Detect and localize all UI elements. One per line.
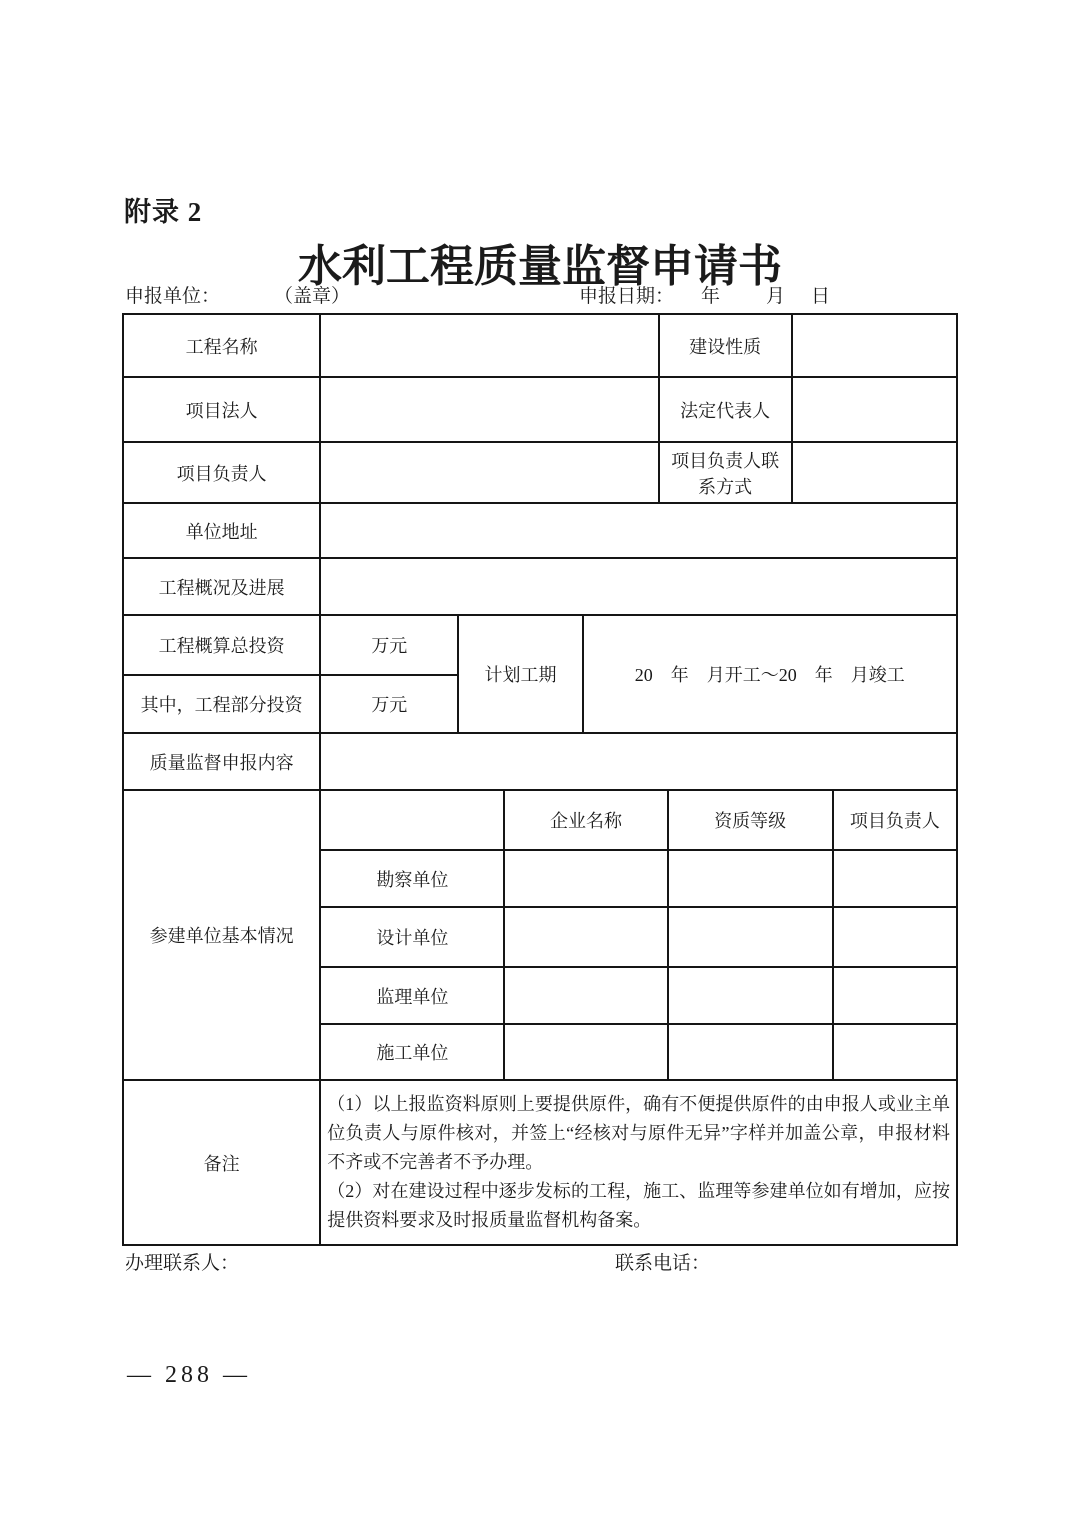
project-manager-value-cell — [320, 442, 658, 503]
form-header-line — [122, 281, 958, 311]
row-total-investment — [123, 615, 957, 675]
remarks-item-2: （2）对在建设过程中逐步发标的工程，施工、监理等参建单位如有增加，应按提供资料要求及时报质量监督机构备案。 — [327, 1181, 950, 1231]
legal-person-label: 项目法人 — [123, 377, 320, 442]
units-col-qualification-level: 资质等级 — [668, 790, 833, 850]
legal-representative-value-cell — [792, 377, 957, 442]
date-day-label: 日 — [811, 286, 831, 307]
construction-unit-qualification-cell — [668, 1024, 833, 1080]
supervision-unit-label: 监理单位 — [320, 967, 504, 1024]
project-manager-contact-label: 项目负责人联系方式 — [659, 442, 792, 503]
unit-address-value-cell — [320, 503, 957, 558]
form-footer-line — [122, 1248, 958, 1278]
survey-unit-manager-cell — [833, 850, 957, 907]
row-overview — [123, 558, 957, 615]
units-col-project-manager: 项目负责人 — [833, 790, 957, 850]
remarks-label: 备注 — [123, 1080, 320, 1245]
row-project-manager — [123, 442, 957, 503]
date-year-label: 年 — [701, 286, 721, 307]
appendix-label: 附录 2 — [124, 197, 203, 227]
survey-unit-name-cell — [504, 850, 667, 907]
supervision-unit-qualification-cell — [668, 967, 833, 1024]
partial-investment-label: 其中，工程部分投资 — [123, 675, 320, 733]
construction-unit-manager-cell — [833, 1024, 957, 1080]
project-manager-contact-value-cell — [792, 442, 957, 503]
project-name-label: 工程名称 — [123, 314, 320, 377]
row-project-name — [123, 314, 957, 377]
page-number: — 288 — — [127, 1362, 251, 1388]
construction-nature-label: 建设性质 — [659, 314, 792, 377]
total-investment-label: 工程概算总投资 — [123, 615, 320, 675]
design-unit-name-cell — [504, 907, 667, 967]
design-unit-label: 设计单位 — [320, 907, 504, 967]
row-supervision-content — [123, 733, 957, 790]
remarks-item-1: （1）以上报监资料原则上要提供原件，确有不便提供原件的由申报人或业主单位负责人与原件核对，并签上“经核对与原件无异”字样并加盖公章，申报材料不齐或不完善者不予办理。 — [327, 1093, 950, 1172]
application-form-table — [122, 313, 958, 1246]
contact-phone-label: 联系电话： — [615, 1253, 711, 1274]
supervision-unit-manager-cell — [833, 967, 957, 1024]
construction-nature-value-cell — [792, 314, 957, 377]
project-name-value-cell — [320, 314, 658, 377]
schedule-label: 计划工期 — [458, 615, 582, 733]
seal-label: （盖章） — [274, 286, 351, 307]
unit-address-label: 单位地址 — [123, 503, 320, 558]
partial-investment-unit-cell: 万元 — [320, 675, 458, 733]
total-investment-unit-cell: 万元 — [320, 615, 458, 675]
units-col-enterprise-name: 企业名称 — [504, 790, 667, 850]
survey-unit-label: 勘察单位 — [320, 850, 504, 907]
row-legal-person — [123, 377, 957, 442]
date-month-label: 月 — [766, 286, 786, 307]
supervision-content-label: 质量监督申报内容 — [123, 733, 320, 790]
design-unit-manager-cell — [833, 907, 957, 967]
legal-representative-label: 法定代表人 — [659, 377, 792, 442]
contact-person-label: 办理联系人： — [125, 1253, 240, 1274]
project-manager-label: 项目负责人 — [123, 442, 320, 503]
construction-unit-label: 施工单位 — [320, 1024, 504, 1080]
remarks-content-cell — [320, 1080, 957, 1245]
overview-value-cell — [320, 558, 957, 615]
supervision-unit-name-cell — [504, 967, 667, 1024]
row-unit-address — [123, 503, 957, 558]
units-header-blank-cell — [320, 790, 504, 850]
row-remarks — [123, 1080, 957, 1245]
participating-units-section-label: 参建单位基本情况 — [123, 790, 320, 1080]
overview-label: 工程概况及进展 — [123, 558, 320, 615]
declare-unit-label: 申报单位： — [125, 286, 221, 307]
survey-unit-qualification-cell — [668, 850, 833, 907]
schedule-value-cell: 20 年 月开工～20 年 月竣工 — [583, 615, 957, 733]
supervision-content-value-cell — [320, 733, 957, 790]
construction-unit-name-cell — [504, 1024, 667, 1080]
legal-person-value-cell — [320, 377, 658, 442]
declare-date-label: 申报日期： — [579, 286, 675, 307]
page-title: 水利工程质量监督申请书 — [298, 242, 782, 291]
row-units-header — [123, 790, 957, 850]
design-unit-qualification-cell — [668, 907, 833, 967]
